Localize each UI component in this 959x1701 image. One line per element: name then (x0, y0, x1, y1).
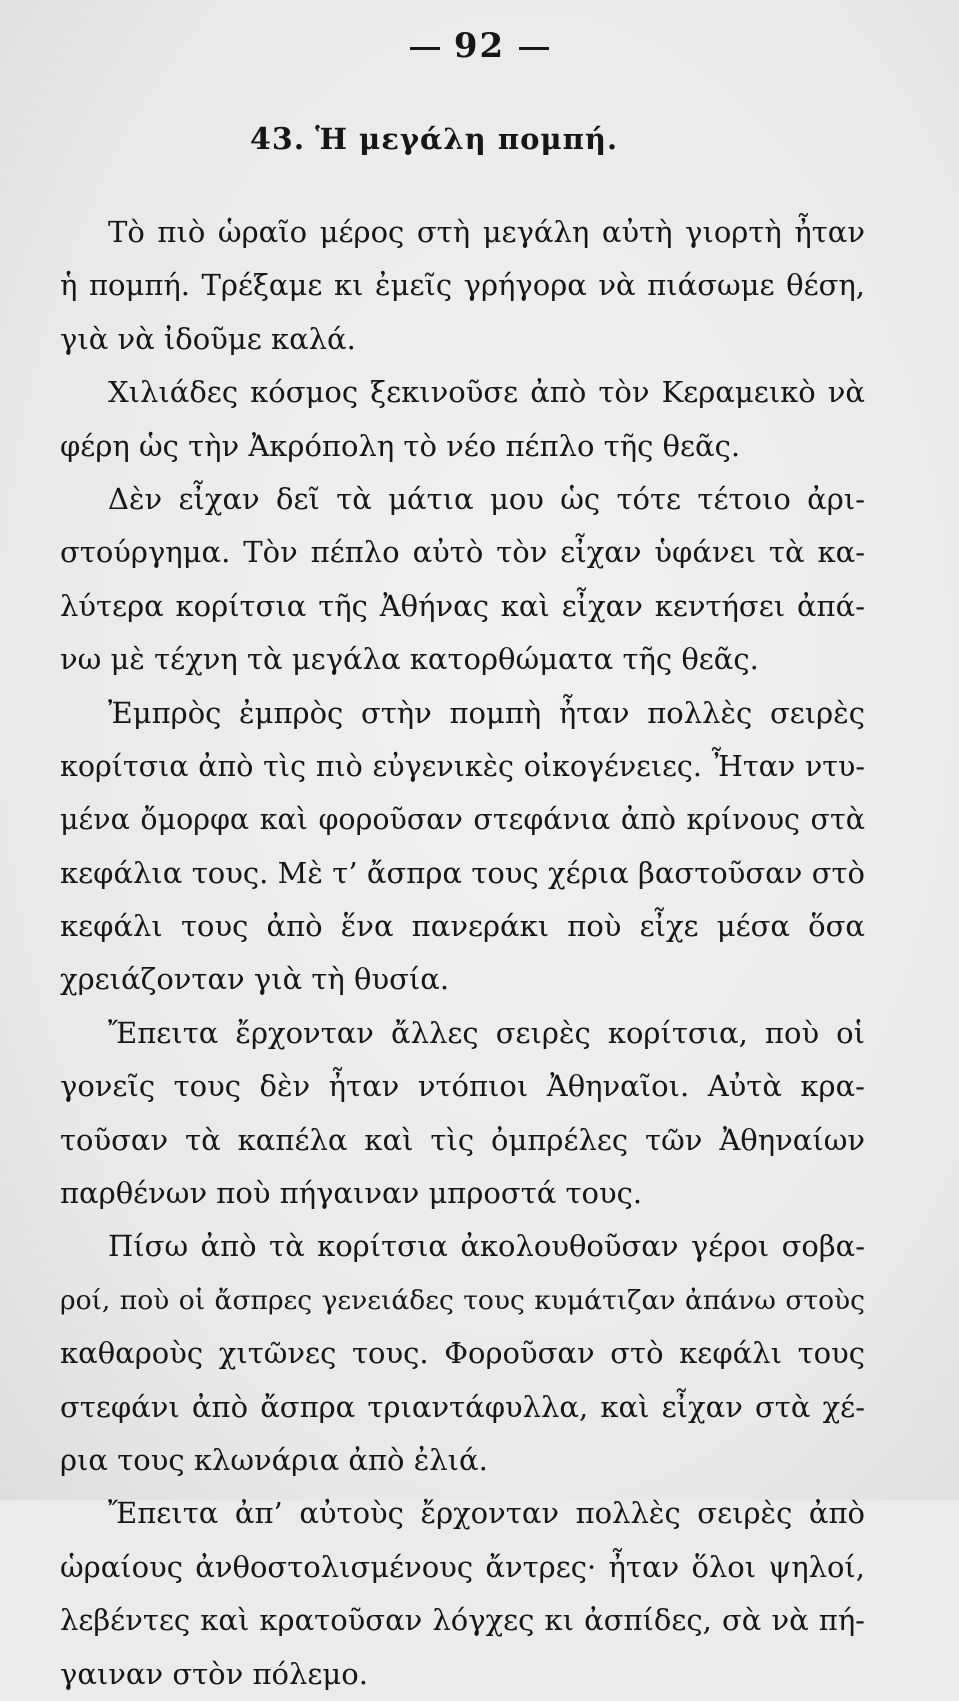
text-line: ἡ πομπή. Τρέξαμε κι ἐμεῖς γρήγορα νὰ πιάσωμε θέση, (60, 268, 865, 303)
text-line: λεβέντες καὶ κρατοῦσαν λόγχες κι ἀσπίδες, σὰ νὰ πή- (60, 1603, 865, 1638)
text-line: κεφάλι τους ἀπὸ ἕνα πανεράκι ποὺ εἶχε μέσα ὅσα (60, 909, 865, 944)
left-dash (410, 47, 440, 50)
text-line: Ἐμπρὸς ἐμπρὸς στὴν πομπὴ ἦταν πολλὲς σειρὲς (108, 695, 865, 730)
page-number: 92 (453, 26, 506, 66)
text-line: φέρη ὡς τὴν Ἀκρόπολη τὸ νέο πέπλο τῆς θεᾶς. (60, 428, 741, 463)
text-line: χρειάζονταν γιὰ τὴ θυσία. (60, 962, 450, 997)
text-line: Χιλιάδες κόσμος ξεκινοῦσε ἀπὸ τὸν Κεραμεικὸ νὰ (108, 375, 865, 410)
text-line: μένα ὄμορφα καὶ φοροῦσαν στεφάνια ἀπὸ κρίνους στὰ (60, 803, 865, 837)
text-line: Τὸ πιὸ ὡραῖο μέρος στὴ μεγάλη αὐτὴ γιορτὴ ἦταν (108, 215, 865, 249)
text-line: κορίτσια ἀπὸ τὶς πιὸ εὐγενικὲς οἰκογένειες. Ἦταν ντυ- (60, 749, 865, 783)
chapter-number: 43. (250, 122, 306, 157)
text-line: στεφάνι ἀπὸ ἄσπρα τριαντάφυλλα, καὶ εἶχαν στὰ χέ- (60, 1389, 865, 1424)
text-line: λύτερα κορίτσια τῆς Ἀθήνας καὶ εἶχαν κεντήσει ἀπά- (60, 588, 865, 623)
text-line: ρια τους κλωνάρια ἀπὸ ἐλιά. (60, 1442, 488, 1477)
text-line: γιὰ νὰ ἰδοῦμε καλά. (60, 321, 356, 356)
text-line: γονεῖς τους δὲν ἦταν ντόπιοι Ἀθηναῖοι. Αὐτὰ κρα- (60, 1069, 865, 1104)
text-line: ὡραίους ἀνθοστολισμένους ἄντρες· ἦταν ὅλοι ψηλοί, (60, 1549, 865, 1584)
right-dash (519, 47, 549, 50)
text-line: παρθένων ποὺ πήγαιναν μπροστά τους. (60, 1176, 643, 1211)
text-line: στούργημα. Τὸν πέπλο αὐτὸ τὸν εἶχαν ὑφάνει τὰ κα- (60, 535, 865, 570)
text-line: Δὲν εἶχαν δεῖ τὰ μάτια μου ὡς τότε τέτοιο ἀρι- (108, 481, 865, 516)
chapter-body (60, 206, 865, 1701)
chapter-heading (250, 122, 618, 157)
text-line: Πίσω ἀπὸ τὰ κορίτσια ἀκολουθοῦσαν γέροι σοβα- (108, 1229, 865, 1264)
text-line: τοῦσαν τὰ καπέλα καὶ τὶς ὀμπρέλες τῶν Ἀθηναίων (60, 1122, 865, 1157)
text-line: γαιναν στὸν πόλεμο. (60, 1656, 368, 1691)
text-line: Ἔπειτα ἔρχονταν ἄλλες σειρὲς κορίτσια, ποὺ οἱ (108, 1015, 865, 1050)
chapter-title: Ἡ μεγάλη πομπή. (315, 122, 619, 156)
text-line: κεφάλια τους. Μὲ τ’ ἄσπρα τους χέρια βαστοῦσαν στὸ (60, 855, 865, 890)
text-line: ροί, ποὺ οἱ ἄσπρες γενειάδες τους κυμάτιζαν ἀπάνω στοὺς (60, 1284, 865, 1316)
page-header (0, 26, 959, 66)
text-line: νω μὲ τέχνη τὰ μεγάλα κατορθώματα τῆς θεᾶς. (60, 642, 759, 677)
text-line: Ἔπειτα ἀπ’ αὐτοὺς ἔρχονταν πολλὲς σειρὲς ἀπὸ (108, 1496, 865, 1531)
text-line: καθαροὺς χιτῶνες τους. Φοροῦσαν στὸ κεφάλι τους (60, 1336, 865, 1371)
